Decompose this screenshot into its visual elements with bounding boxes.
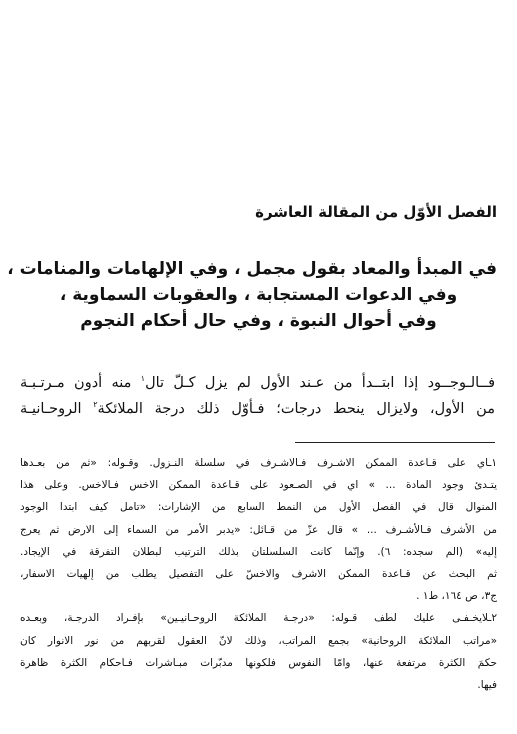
footnote-line: ٢ـلايخـفـى عليك لطف قـوله: «درجـة الملائكة الروحـانيـين» بإفـراد الدرجـة، وبعـده bbox=[20, 612, 497, 625]
footnote-line: ج٣، ص ١٦٤، ط١ . bbox=[416, 590, 497, 603]
footnote-line: المنوال قال في الفصل الأول من النمط السابع من الإشارات: «تامل كيف ابتدا الوجود bbox=[20, 501, 497, 514]
footnote-line: من الأشرف فـالأشـرف ... » قال عزّ من قـائل: «يدبر الأمر من السماء إلى الارض ثم يعرج bbox=[20, 523, 497, 536]
body-text-segment: من الأول، ولايزال ينحط درجات؛ فـأوّل ذلك درجة الملائكة bbox=[97, 401, 495, 417]
body-line-1 bbox=[20, 370, 495, 396]
chapter-heading: الفصل الأوّل من المقالة العاشرة bbox=[255, 203, 497, 221]
footnote-ref-1[interactable]: ١ bbox=[140, 374, 146, 384]
footnote-line: ثم البحث عن قـاعدة الممكن الاشرف والاخسّ على التفصيل يطلب من إلهيات الاسفار، bbox=[20, 568, 497, 581]
footnote-line: يتـدئ وجود المادة ... » اي في الصـعود على قـاعدة الممكن الاخس فـالاخس. وعلى هذا bbox=[20, 479, 497, 492]
title-line-3: وفي أحوال النبوة ، وفي حال أحكام النجوم bbox=[80, 311, 437, 331]
body-text-segment: الروحـانيـة bbox=[20, 401, 94, 417]
footnote-separator bbox=[295, 442, 495, 443]
body-line-2 bbox=[20, 396, 495, 422]
footnote-line: ١ـاي على قـاعدة الممكن الاشـرف فـالاشـرف في سلسلة النـزول. وقـوله: «ثم من بعـدها bbox=[20, 457, 497, 469]
section-title bbox=[7, 256, 497, 334]
title-line-2: وفي الدعوات المستجابة ، والعقوبات السماوية ، bbox=[59, 285, 458, 305]
body-text-segment: فــالـوجــود إذا ابتــدأ من عـند الأول لم يزل كـلّ تال bbox=[145, 375, 495, 391]
footnote-line: «مراتب الملائكة الروحانية» بجمع المراتب، وذلك لانّ العقول لقربهم من نور الانوار كان bbox=[20, 634, 497, 647]
title-line-1: في المبدأ والمعاد بقول مجمل ، وفي الإلهامات والمنامات ، bbox=[7, 259, 497, 279]
footnote-ref-2[interactable]: ٢ bbox=[93, 400, 98, 410]
body-text-segment: منه أدون مـرتـبـة bbox=[20, 375, 141, 391]
body-paragraph bbox=[20, 370, 495, 422]
footnote-line: فيها. bbox=[477, 679, 497, 692]
footnote-line: إليه» (الم سجده: ٦). وإنّما كانت السلسلتان بذلك الترتيب لبطلان التفرقة في الإيجاد. bbox=[20, 545, 497, 558]
footnotes bbox=[20, 452, 497, 696]
footnote-line: حكمَ الكثرة مرتفعة عنها، وامّا النفوس فلكونها مدبّرات مبـاشرات فـاحكام الكثرة ظاهرة bbox=[20, 656, 497, 669]
